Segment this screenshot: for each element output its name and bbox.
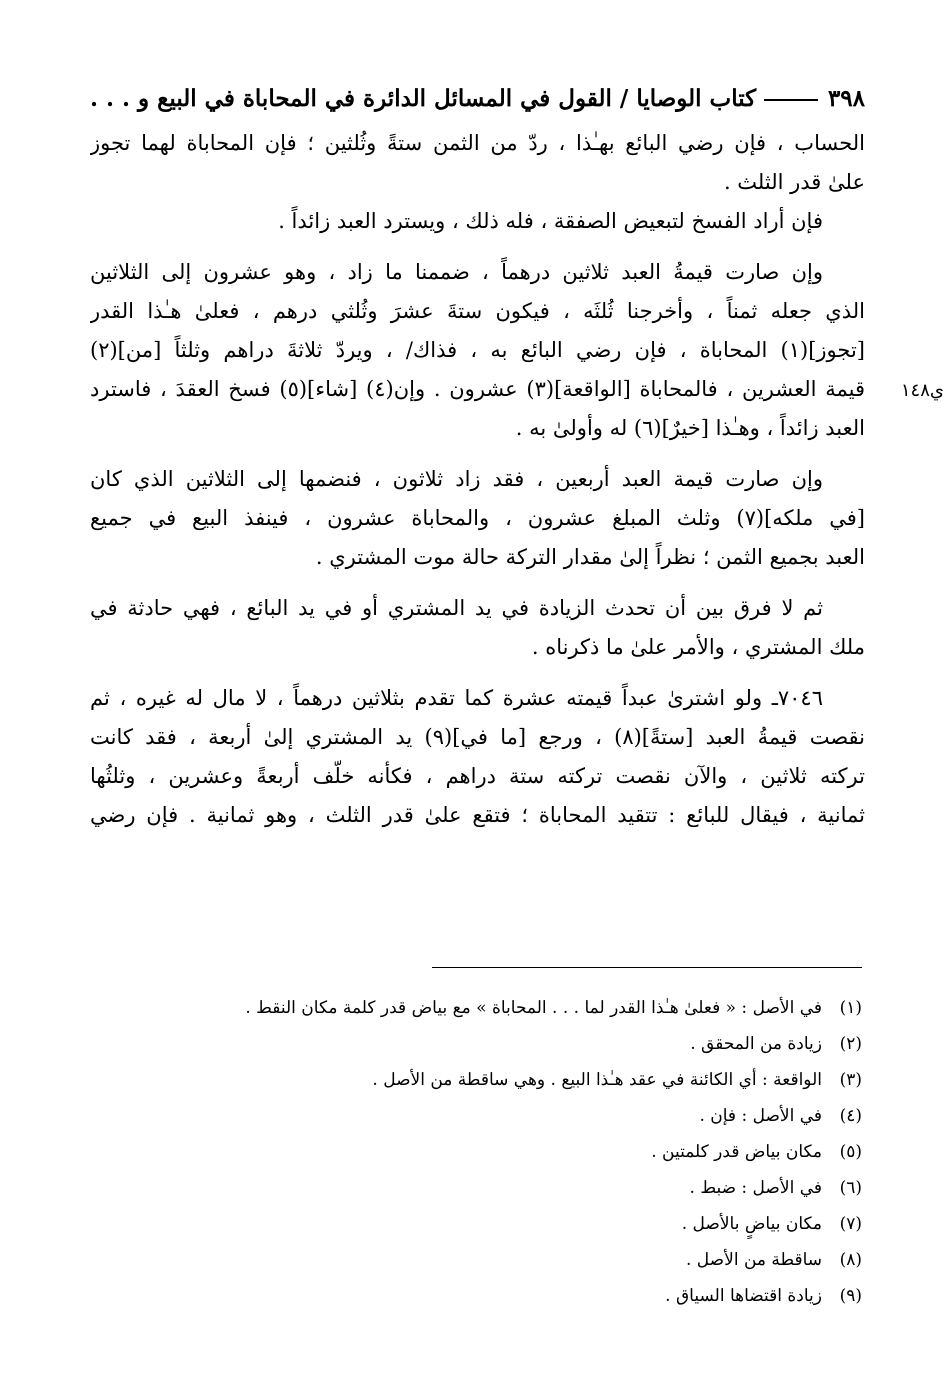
- main-text: [90, 124, 865, 835]
- footnote: (٤)في الأصل : فإن .: [699, 1106, 862, 1126]
- margin-manuscript-ref: ي١٤٨: [900, 380, 944, 401]
- text-line: الذي جعله ثمناً ، وأخرجنا ثُلثَه ، فيكون ستةَ عشرَ وثُلثي درهم ، فعلىٰ هـٰذا القدر: [90, 299, 865, 323]
- footnotes: [90, 990, 862, 1314]
- text-line: ملك المشتري ، والأمر علىٰ ما ذكرناه .: [531, 635, 865, 659]
- footnote: (٥)مكان بياض قدر كلمتين .: [651, 1142, 862, 1162]
- text-line: وإن صارت قيمة العبد أربعين ، فقد زاد ثلاثون ، فنضمها إلى الثلاثين الذي كان: [90, 467, 823, 491]
- text-line: ثمانية ، فيقال للبائع : تتقيد المحاباة ؛ فتقع علىٰ قدر الثلث ، وهو ثمانية . فإن رضي: [90, 803, 865, 827]
- text-line: [في ملكه](٧) وثلث المبلغ عشرون ، والمحاباة عشرون ، فينفذ البيع في جميع: [90, 506, 865, 530]
- text-line: العبد زائداً ، وهـٰذا [خيرٌ](٦) له وأولىٰ به .: [515, 416, 865, 440]
- text-line: الحساب ، فإن رضي البائع بهـٰذا ، ردّ من الثمن ستةً وثُلثين ؛ فإن المحاباة لهما تجوز: [90, 131, 865, 155]
- text-line: وإن صارت قيمةُ العبد ثلاثين درهماً ، ضممنا ما زاد ، وهو عشرون إلى الثلاثين: [90, 260, 823, 284]
- page-number: ٣٩٨: [827, 84, 865, 112]
- footnote: (٦)في الأصل : ضبط .: [689, 1178, 862, 1198]
- footnote: (١)في الأصل : « فعلىٰ هـٰذا القدر لما . . . المحاباة » مع بياض قدر كلمة مكان النقط .: [245, 998, 862, 1018]
- footnote: (٩)زيادة اقتضاها السياق .: [665, 1286, 862, 1306]
- footnote: (٢)زيادة من المحقق .: [690, 1034, 862, 1054]
- text-line: نقصت قيمةُ العبد [ستةً](٨) ، ورجع [ما في](٩) يد المشتري إلىٰ أربعة ، فقد كانت: [90, 725, 865, 749]
- footnote: (٨)ساقطة من الأصل .: [686, 1250, 862, 1270]
- header-rule: [764, 99, 818, 101]
- running-header: [90, 78, 865, 118]
- text-line: العبد بجميع الثمن ؛ نظراً إلىٰ مقدار التركة حالة موت المشتري .: [315, 545, 865, 569]
- header-title: كتاب الوصايا / القول في المسائل الدائرة في المحاباة في البيع و . . .: [90, 84, 757, 112]
- text-line: تركته ثلاثين ، والآن نقصت تركته ستة دراهم ، فكأنه خلّف أربعةً وعشرين ، وثلثُها: [90, 764, 865, 788]
- text-line: ٧٠٤٦ـ ولو اشترىٰ عبداً قيمته عشرة كما تقدم بثلاثين درهماً ، لا مال له غيره ، ثم: [90, 686, 823, 710]
- text-line: ثم لا فرق بين أن تحدث الزيادة في يد المشتري أو في يد البائع ، فهي حادثة في: [90, 596, 823, 620]
- footnote-separator: [432, 967, 862, 968]
- text-line: علىٰ قدر الثلث .: [723, 170, 865, 194]
- text-line: قيمة العشرين ، فالمحاباة [الواقعة](٣) عشرون . وإن(٤) [شاء](٥) فسخ العقدَ ، فاسترد: [90, 377, 865, 401]
- footnote: (٧)مكان بياضٍ بالأصل .: [681, 1214, 862, 1234]
- text-line: [تجوز](١) المحاباة ، فإن رضي البائع به ، فذاك/ ، ويردّ ثلاثةَ دراهم وثلثاً [من](٢): [90, 338, 865, 362]
- footnote: (٣)الواقعة : أي الكائنة في عقد هـٰذا البيع . وهي ساقطة من الأصل .: [372, 1070, 862, 1090]
- text-line: فإن أراد الفسخ لتبعيض الصفقة ، فله ذلك ، ويسترد العبد زائداً .: [278, 209, 823, 233]
